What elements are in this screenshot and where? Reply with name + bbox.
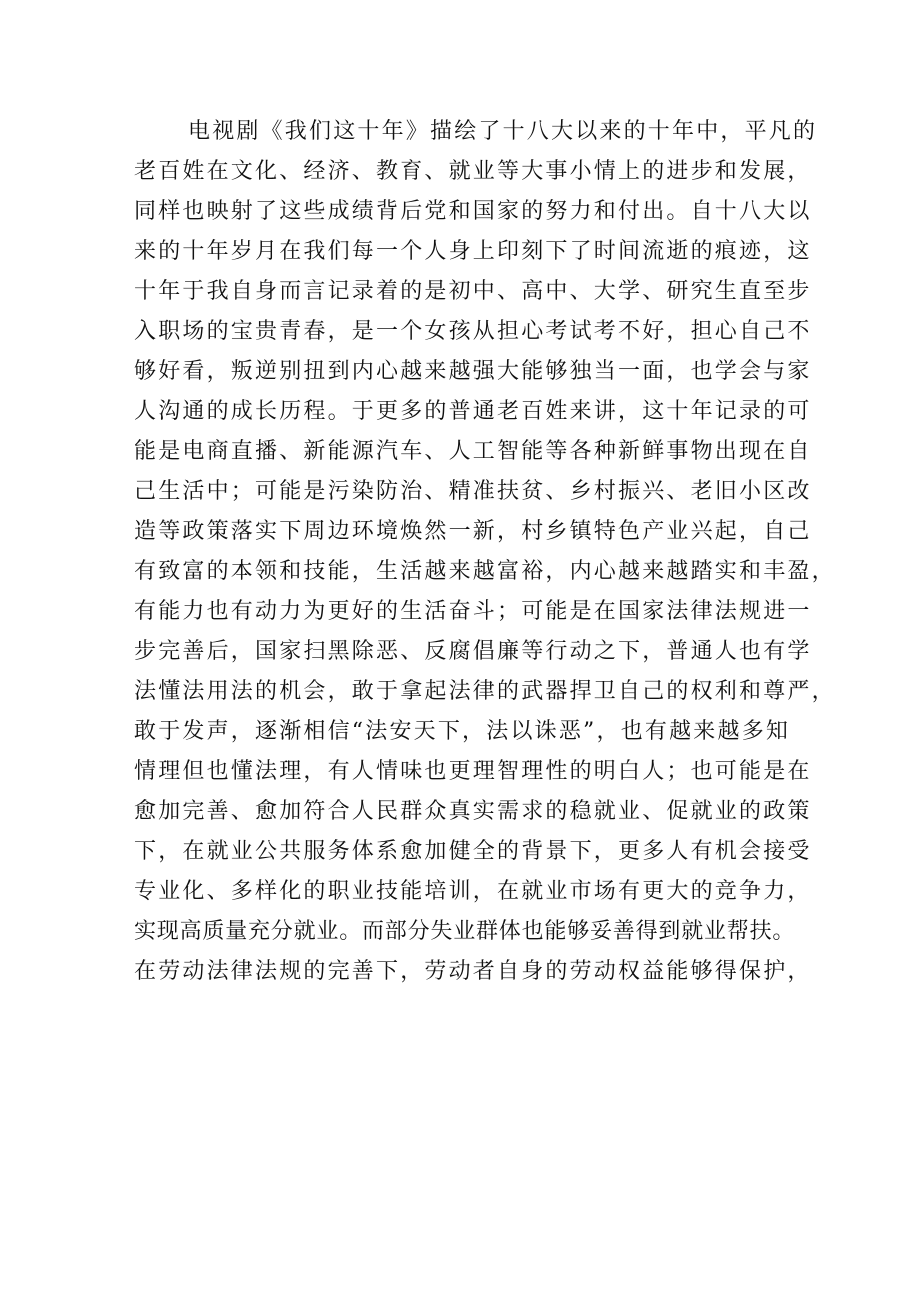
text-line: 十年于我自身而言记录着的是初中、高中、大学、研究生直至步: [134, 279, 812, 304]
text-line: 够好看，叛逆别扭到内心越来越强大能够独当一面，也学会与家: [134, 359, 812, 384]
text-line: 电视剧《我们这十年》描绘了十八大以来的十年中，平凡的: [188, 119, 818, 144]
text-line: 愈加完善、愈加符合人民群众真实需求的稳就业、促就业的政策: [134, 799, 812, 824]
text-line: 能是电商直播、新能源汽车、人工智能等各种新鲜事物出现在自: [134, 439, 812, 464]
text-line: 法懂法用法的机会，敢于拿起法律的武器捍卫自己的权利和尊严，: [134, 679, 836, 704]
text-line: 入职场的宝贵青春，是一个女孩从担心考试考不好，担心自己不: [134, 319, 812, 344]
text-line: 步完善后，国家扫黑除恶、反腐倡廉等行动之下，普通人也有学: [134, 639, 812, 664]
text-line: 专业化、多样化的职业技能培训，在就业市场有更大的竞争力，: [134, 879, 812, 904]
text-line: 有能力也有动力为更好的生活奋斗；可能是在国家法律法规进一: [134, 599, 812, 624]
text-line: 敢于发声，逐渐相信“法安天下，法以诛恶”，也有越来越多知: [134, 719, 791, 744]
text-line: 老百姓在文化、经济、教育、就业等大事小情上的进步和发展，: [134, 159, 812, 184]
text-line: 有致富的本领和技能，生活越来越富裕，内心越来越踏实和丰盈，: [134, 559, 836, 584]
body-paragraph: [134, 112, 836, 992]
text-line: 造等政策落实下周边环境焕然一新，村乡镇特色产业兴起，自己: [134, 519, 812, 544]
text-line: 来的十年岁月在我们每一个人身上印刻下了时间流逝的痕迹，这: [134, 239, 812, 264]
text-line: 情理但也懂法理，有人情味也更理智理性的明白人；也可能是在: [134, 759, 812, 784]
text-line: 人沟通的成长历程。于更多的普通老百姓来讲，这十年记录的可: [134, 399, 812, 424]
text-line: 同样也映射了这些成绩背后党和国家的努力和付出。自十八大以: [134, 199, 812, 224]
text-line: 下，在就业公共服务体系愈加健全的背景下，更多人有机会接受: [134, 839, 812, 864]
text-line: 己生活中；可能是污染防治、精准扶贫、乡村振兴、老旧小区改: [134, 479, 812, 504]
text-line: 在劳动法律法规的完善下，劳动者自身的劳动权益能够得保护，: [134, 959, 812, 984]
text-line: 实现高质量充分就业。而部分失业群体也能够妥善得到就业帮扶。: [134, 919, 796, 944]
